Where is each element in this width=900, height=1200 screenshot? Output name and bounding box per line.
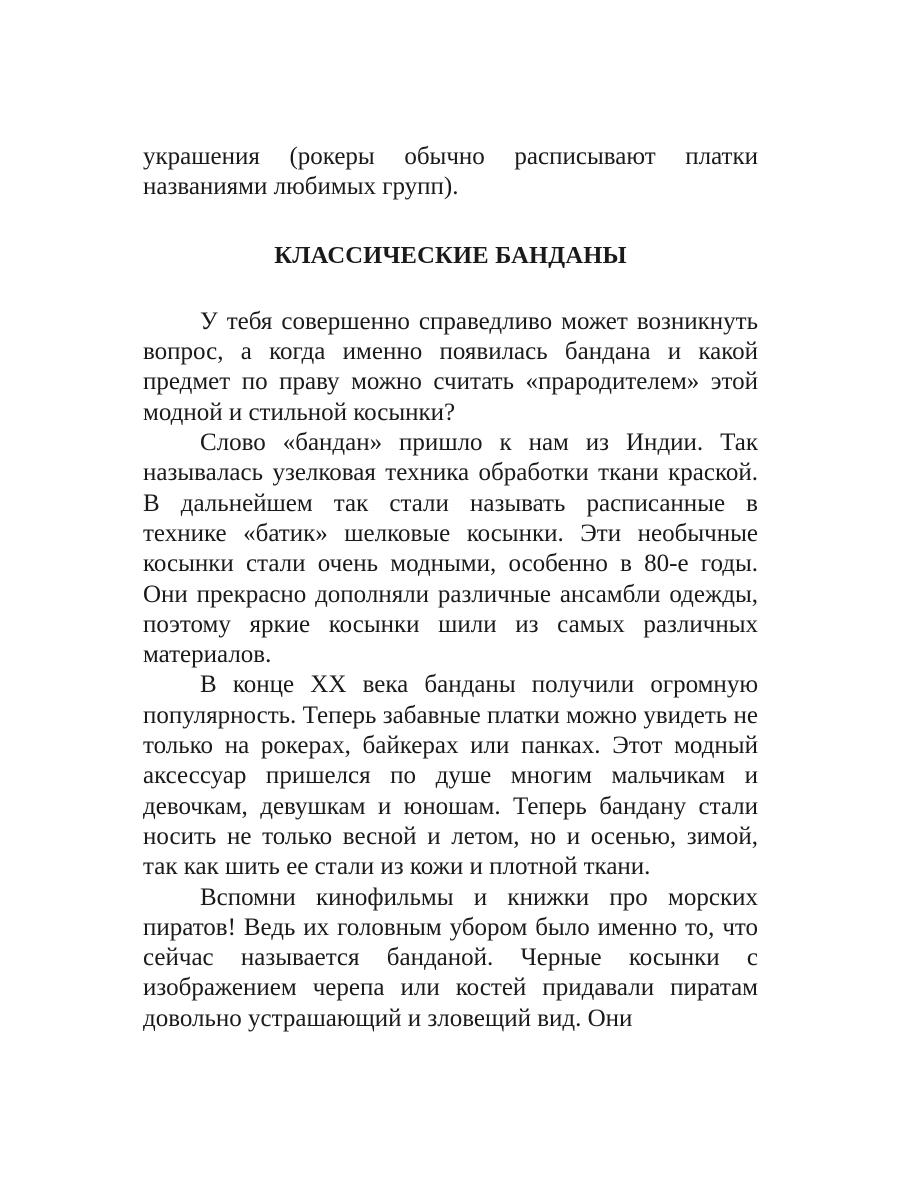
opening-text-fragment: украшения (рокеры обычно расписывают платки названиями любимых групп). <box>143 143 758 201</box>
paragraph: В конце XX века банданы получили огромную популярность. Теперь забавные платки можно увидеть не только на рокерах, байкерах или панках. Этот модный аксессуар пришелся по душе многим мальчикам и девочкам, девушкам и юношам. Теперь бандану стали носить не только весной и летом, но и осенью, зимой, так как шить ее стали из кожи и плотной ткани. <box>143 671 758 881</box>
paragraph: Слово «бандан» пришло к нам из Индии. Так называлась узелковая техника обработки ткани краской. В дальнейшем так стали называть расписанные в технике «батик» шелковые косынки. Эти необычные косынки стали очень модными, особенно в 80-е годы. Они прекрасно дополняли различные ансамбли одежды, поэтому яркие косынки шили из самых различных материалов. <box>143 429 758 669</box>
book-page <box>143 142 758 1034</box>
section-heading: КЛАССИЧЕСКИЕ БАНДАНЫ <box>274 241 627 269</box>
paragraph-continued: Вспомни кинофильмы и книжки про морских пиратов! Ведь их головным убором было именно то, что сейчас называется банданой. Черные косынки с изображением черепа или костей придавали пиратам довольно устрашающий и зловещий вид. Они <box>143 883 758 1032</box>
paragraph: У тебя совершенно справедливо может возникнуть вопрос, а когда именно появилась бандана и какой предмет по праву можно считать «прародителем» этой модной и стильной косынки? <box>143 307 758 426</box>
